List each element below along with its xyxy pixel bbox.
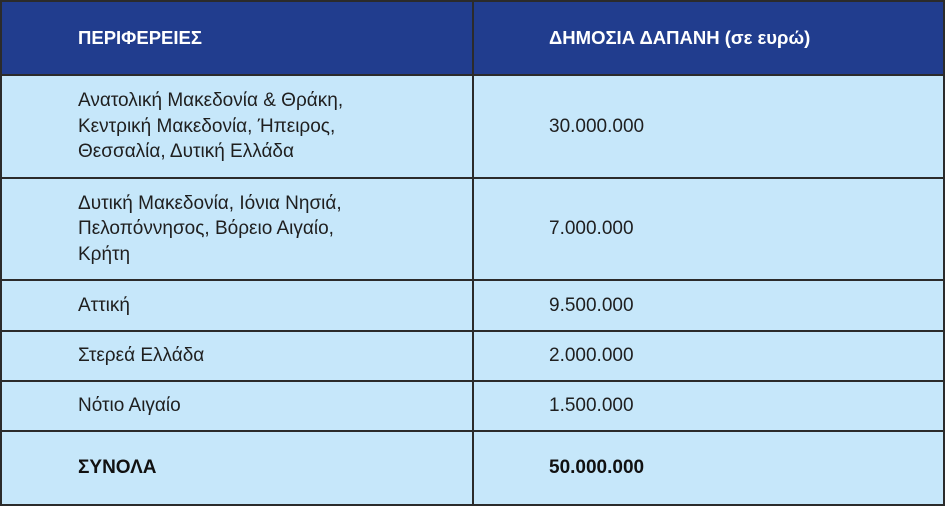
- amount-cell: 1.500.000: [473, 381, 944, 431]
- region-line: Κρήτη: [78, 243, 131, 265]
- region-cell: Στερεά Ελλάδα: [1, 331, 473, 381]
- amount-cell: 9.500.000: [473, 280, 944, 331]
- table-row: [1, 75, 944, 178]
- region-line: Ανατολική Μακεδονία & Θράκη,: [78, 90, 344, 112]
- header-row: [1, 1, 944, 75]
- region-line: Δυτική Μακεδονία, Ιόνια Νησιά,: [78, 192, 342, 214]
- table-row: [1, 280, 944, 331]
- region-line: Κεντρική Μακεδονία, Ήπειρος,: [78, 115, 336, 137]
- region-line: Πελοπόννησος, Βόρειο Αιγαίο,: [78, 218, 334, 240]
- amount-cell: 2.000.000: [473, 331, 944, 381]
- region-cell: Αττική: [1, 280, 473, 331]
- table-row: [1, 381, 944, 431]
- region-cell: Νότιο Αιγαίο: [1, 381, 473, 431]
- region-cell: [1, 75, 473, 178]
- total-row: [1, 431, 944, 505]
- total-amount: 50.000.000: [473, 431, 944, 505]
- region-cell: [1, 178, 473, 280]
- amount-cell: 7.000.000: [473, 178, 944, 280]
- header-regions: ΠΕΡΙΦΕΡΕΙΕΣ: [1, 1, 473, 75]
- table-row: [1, 331, 944, 381]
- total-label: ΣΥΝΟΛΑ: [1, 431, 473, 505]
- amount-cell: 30.000.000: [473, 75, 944, 178]
- table-row: [1, 178, 944, 280]
- region-line: Θεσσαλία, Δυτική Ελλάδα: [78, 141, 294, 163]
- header-public-expenditure: ΔΗΜΟΣΙΑ ΔΑΠΑΝΗ (σε ευρώ): [473, 1, 944, 75]
